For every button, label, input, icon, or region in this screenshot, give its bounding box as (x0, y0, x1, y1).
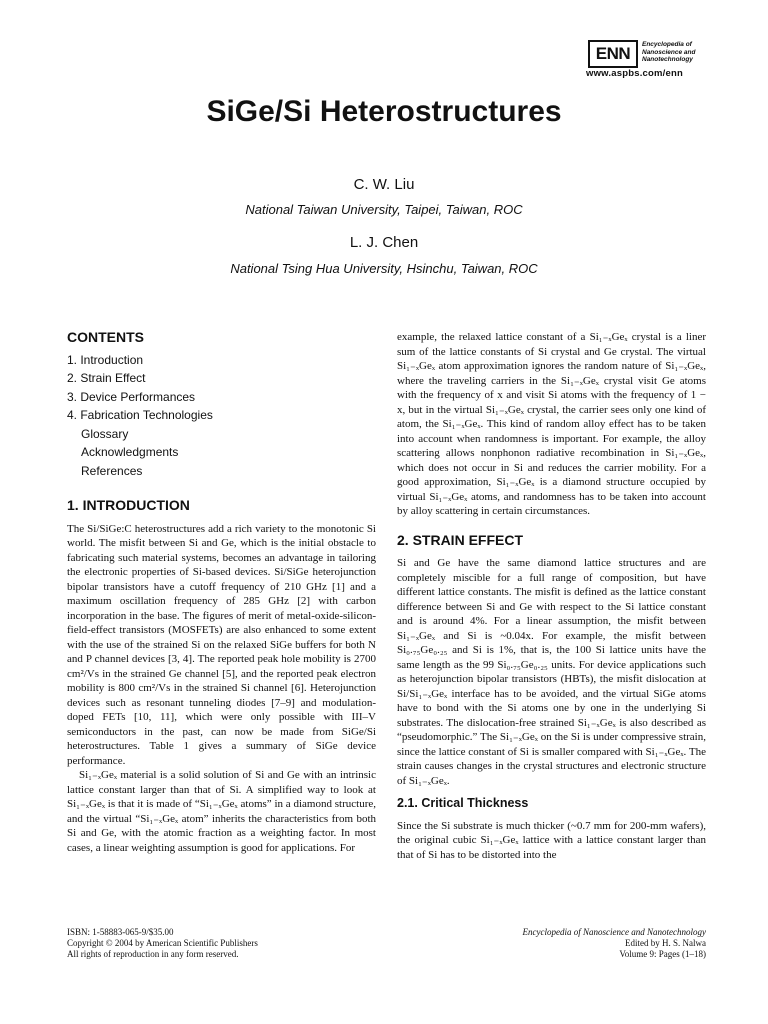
rights-line: All rights of reproduction in any form reserved. (67, 949, 239, 959)
toc-item[interactable]: 4. Fabrication Technologies (67, 408, 213, 422)
editor-line: Edited by H. S. Nalwa (625, 938, 706, 948)
toc-item[interactable]: 2. Strain Effect (67, 371, 146, 385)
enn-logo-mark: ENN (588, 40, 638, 68)
intro-paragraph-3: example, the relaxed lattice constant of a Si₁₋ₓGeₓ crystal is a liner sum of the lattice constants of Si crystal and Ge crystal. The virtual Si₁₋ₓGeₓ atom approximation ignores the random nature of Si₁₋ₓGeₓ, where the traveling carriers in the Si₁₋ₓGeₓ crystal visit Ge atoms with the frequency of x and visit Si atoms with the frequency of 1 − x, but in the virtual Si₁₋ₓGeₓ crystal, the carrier sees only one kind of atom, the Si₁₋ₓGeₓ. This kind of random alloy effect has to be taken into account when randomness is important. For example, the alloy scattering allows nonphonon radiative recombination in Si₁₋ₓGeₓ, which does not occur in Si and reduces the carrier mobility. For a good approximation, Si₁₋ₓGeₓ is a diamond structure occupied by virtual Si₁₋ₓGeₓ atoms, and randomness has to be taken into account by alloy scattering in certain circumstances. (397, 331, 706, 517)
author-affiliation-1: National Taiwan University, Taipei, Taiwan, ROC (245, 202, 523, 217)
author-affiliation-2: National Tsing Hua University, Hsinchu, Taiwan, ROC (230, 261, 538, 276)
intro-paragraph-1: The Si/SiGe:C heterostructures add a rich variety to the monotonic Si world. The misfit between Si and Ge, which is the initial obstacle to fabricating such material systems, becomes an advantage in tailoring the electronic properties of Si-based devices. Si/SiGe heterojunction bipolar transistors have a cutoff frequency of 210 GHz [1] and a maximum oscillation frequency of 285 GHz [2] with carbon incorporation in the base. The figures of merit of metal-oxide-silicon-field-effect transistors (MOSFETs) are also enhanced to some extent with the use of the strained Si on the relaxed SiGe buffers for both N and P channel devices [3, 4]. The reported peak hole mobility is 2700 cm²/Vs in the strained Ge channel [5], and the reported peak electron mobility is 800 cm²/Vs in the strained Si channel [6]. Heterojunction devices such as resonant tunneling diodes [7–9] and modulation-doped FETs [10, 11], which were only possible with III–V semiconductors in the past, can now be made from SiGe/Si heterostructures. Table 1 gives a summary of SiGe device performance. (67, 522, 376, 767)
publisher-logo (586, 40, 708, 79)
encyclopedia-logo-text: Encyclopedia of Nanoscience and Nanotechnology (642, 41, 696, 63)
strain-paragraph-2: Since the Si substrate is much thicker (~0.7 mm for 200-mm wafers), the original cubic Si₁₋ₓGeₓ lattice with a lattice constant larger than that of Si has to be distorted into the (397, 819, 706, 861)
article-title: SiGe/Si Heterostructures (206, 95, 562, 128)
author-name-2: L. J. Chen (349, 234, 419, 251)
contents-heading: CONTENTS (67, 329, 144, 345)
toc-item[interactable]: 1. Introduction (67, 352, 144, 367)
table-of-contents (67, 351, 376, 481)
toc-item[interactable]: References (81, 463, 143, 478)
publisher-url: www.aspbs.com/enn (586, 68, 684, 79)
toc-item[interactable]: 3. Device Performances (67, 389, 196, 404)
right-column (397, 330, 706, 862)
author-name-1: C. W. Liu (353, 176, 415, 193)
footer-copyright (67, 927, 258, 960)
strain-paragraph-1: Si and Ge have the same diamond lattice structures and are completely miscible for a full range of composition, but have different lattice constants. The misfit is defined as the lattice constant difference between Si and Ge with respect to the Si lattice constant and is around 4%. For a linear assumption, the misfit between Si₁₋ₓGeₓ and Si is ~0.04x. For example, the misfit between Si₀.₇₅Ge₀.₂₅ and Si is 1%, that is, the 100 Si lattice units have the same length as the 99 Si₀.₇₅Ge₀.₂₅ units. For device applications such as heterojunction bipolar transistors (HBTs), the misfit dislocation at Si/Si₁₋ₓGeₓ interface has to be avoided, and the virtual SiGe atoms have to bond with the Si atoms one by one in the underlying Si substrates. The dislocation-free strained Si₁₋ₓGeₓ is also described as “pseudomorphic.” The Si₁₋ₓGeₓ on the Si is under compressive strain, since the lattice constant of Si is smaller compared with Si₁₋ₓGeₓ. The strain causes changes in the crystal structures and electronic structure of Si₁₋ₓGeₓ. (397, 557, 706, 787)
copyright-line: Copyright © 2004 by American Scientific Publishers (67, 938, 258, 948)
intro-paragraph-2: Si₁₋ₓGeₓ material is a solid solution of Si and Ge with an intrinsic lattice constant larger than that of Si. A simplified way to look at Si₁₋ₓGeₓ is that it is made of “Si₁₋ₓGeₓ atoms” in a diamond structure, and the virtual “Si₁₋ₓGeₓ atom” inherits the characteristics from both Si and Ge, with the atomic fraction as a weighting factor. In most cases, a linear weighting assumption is good for applications. For (67, 769, 376, 854)
encyclopedia-name: Encyclopedia of Nanoscience and Nanotechnology (522, 927, 706, 937)
left-column (67, 330, 376, 855)
footer-publication (523, 927, 706, 960)
introduction-heading: 1. INTRODUCTION (67, 497, 190, 513)
toc-item[interactable]: Glossary (81, 426, 129, 441)
toc-item[interactable]: Acknowledgments (81, 445, 179, 459)
volume-line: Volume 9: Pages (1–18) (619, 949, 706, 959)
isbn-line: ISBN: 1-58883-065-9/$35.00 (67, 927, 174, 937)
strain-effect-heading: 2. STRAIN EFFECT (397, 531, 524, 548)
critical-thickness-heading: 2.1. Critical Thickness (397, 796, 529, 810)
